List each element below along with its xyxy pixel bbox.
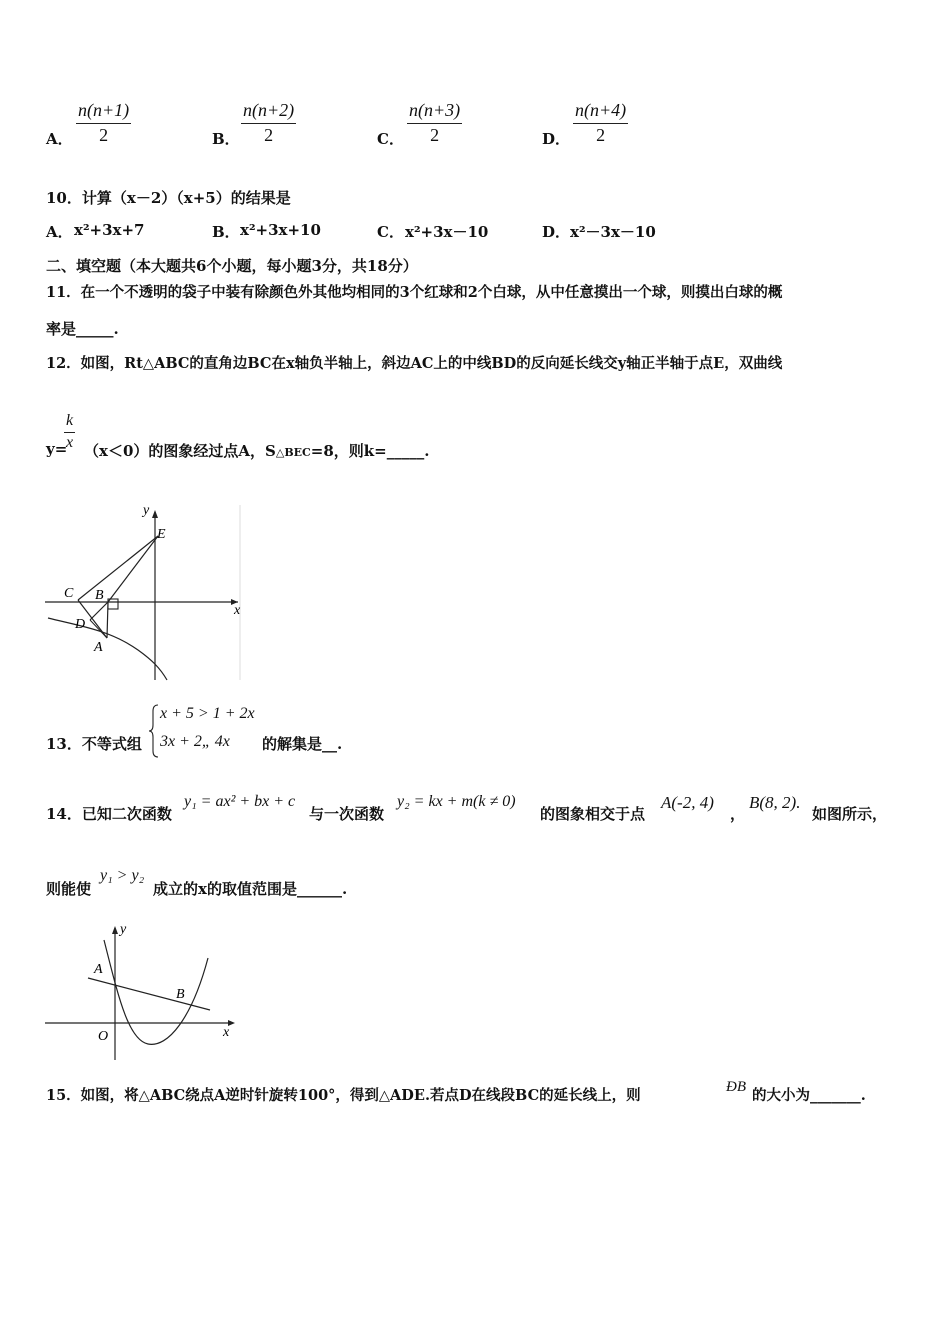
q12-fraction-numerator: k: [64, 412, 75, 433]
q13-brace: [148, 703, 160, 759]
q14-end: 如图所示，: [812, 805, 888, 823]
q14-line-2-prefix: 则能使: [46, 880, 92, 898]
q14-linear: y₂ = kx + m(k ≠ 0): [397, 793, 516, 810]
q9-option-b-label: B．: [212, 130, 240, 148]
label-a: A: [94, 962, 103, 977]
q12-fraction-denominator: x: [66, 434, 74, 451]
q13-inequality-2: 3x + 2„ 4x: [160, 733, 230, 750]
q9-option-a-denominator: 2: [99, 125, 109, 145]
q10-option-b-label: B．: [212, 223, 240, 241]
q11-line-1: 11．在一个不透明的袋子中装有除颜色外其他均相同的3个红球和2个白球，从中任意摸出一个球，则摸出白球的概: [46, 284, 783, 301]
q10-option-d-label: D．: [542, 223, 571, 241]
q14-inequality: y₁ > y₂: [100, 867, 145, 884]
q14-figure: [40, 920, 245, 1065]
label-b: B: [95, 588, 104, 603]
q14-quadratic: y₁ = ax² + bx + c: [184, 793, 296, 810]
section-2-heading: 二、填空题（本大题共6个小题，每小题3分，共18分）: [46, 257, 418, 275]
q10-option-d-text: x²－3x－10: [570, 223, 656, 241]
q13-inequality-1: x + 5 > 1 + 2x: [160, 705, 255, 722]
q9-option-a-fraction: [76, 100, 131, 146]
q10-option-a-text: x²+3x+7: [74, 221, 145, 239]
q11-line-2: 率是_____.: [46, 320, 119, 338]
q12-line-1: 12．如图，Rt△ABC的直角边BC在x轴负半轴上，斜边AC上的中线BD的反向延长线交y轴正半轴于点E，双曲线: [46, 355, 783, 372]
q9-option-a-numerator: n(n+1): [76, 100, 131, 124]
q14-line-2-suffix: 成立的x的取值范围是______.: [153, 880, 348, 898]
q15-suffix: 的大小为_______.: [752, 1087, 866, 1104]
q13-prefix: 13．不等式组: [46, 735, 142, 753]
q12-tail-b: =8，则k=_____.: [310, 442, 430, 460]
q14-comma: ，: [730, 805, 746, 823]
q9-option-a-label: A．: [46, 130, 73, 148]
q9-option-c-numerator: n(n+3): [407, 100, 462, 124]
q10-stem: 10．计算（x－2）（x+5）的结果是: [46, 189, 291, 207]
parabola-curve: [104, 940, 208, 1044]
line-ab: [88, 978, 210, 1010]
y-axis-arrow: [152, 510, 158, 518]
q9-option-c-denominator: 2: [430, 125, 440, 145]
q12-fraction: [64, 412, 75, 452]
q14-point-a: A(-2, 4): [661, 793, 714, 812]
q12-subscript: △BEC: [275, 446, 311, 459]
label-a: A: [94, 640, 103, 655]
q12-y-prefix: y=: [46, 440, 68, 458]
q9-option-c-label: C．: [377, 130, 404, 148]
label-e: E: [157, 527, 166, 542]
label-d: D: [75, 617, 86, 632]
q13-suffix: 的解集是__.: [262, 735, 343, 753]
q9-option-d-denominator: 2: [596, 125, 606, 145]
q10-option-a-label: A．: [46, 223, 73, 241]
q12-figure: [40, 500, 245, 685]
segment-bd: [90, 602, 108, 620]
q14-prefix: 14．已知二次函数: [46, 805, 172, 823]
q10-option-b-text: x²+3x+10: [240, 221, 321, 239]
q15-prefix: 15．如图，将△ABC绕点A逆时针旋转100°，得到△ADE.若点D在线段BC的延长线上，则: [46, 1087, 641, 1104]
label-b: B: [176, 987, 185, 1002]
q9-option-b-fraction: [241, 100, 296, 146]
q14-mid: 与一次函数: [309, 805, 385, 823]
q12-line-2: [84, 440, 429, 461]
q10-option-c-label: C．: [377, 223, 404, 241]
label-y: y: [120, 922, 127, 937]
q12-tail-a: （x＜0）的图象经过点A，S: [84, 442, 276, 460]
q9-option-d-label: D．: [542, 130, 571, 148]
q14-mid-2: 的图象相交于点: [540, 805, 646, 823]
q9-option-b-numerator: n(n+2): [241, 100, 296, 124]
label-c: C: [64, 586, 74, 601]
segment-ce: [78, 536, 158, 600]
q10-option-c-text: x²+3x－10: [405, 223, 489, 241]
label-x: x: [223, 1025, 230, 1040]
q9-option-c-fraction: [407, 100, 462, 146]
q9-option-d-numerator: n(n+4): [573, 100, 628, 124]
label-y: y: [143, 503, 150, 518]
segment-be: [108, 536, 158, 602]
q9-option-d-fraction: [573, 100, 628, 146]
label-x: x: [234, 603, 241, 618]
label-o: O: [98, 1029, 109, 1044]
q9-option-b-denominator: 2: [264, 125, 274, 145]
q14-point-b: B(8, 2).: [749, 793, 801, 812]
q15-angle: ÐB: [726, 1079, 746, 1095]
y-axis-arrow: [112, 926, 118, 934]
